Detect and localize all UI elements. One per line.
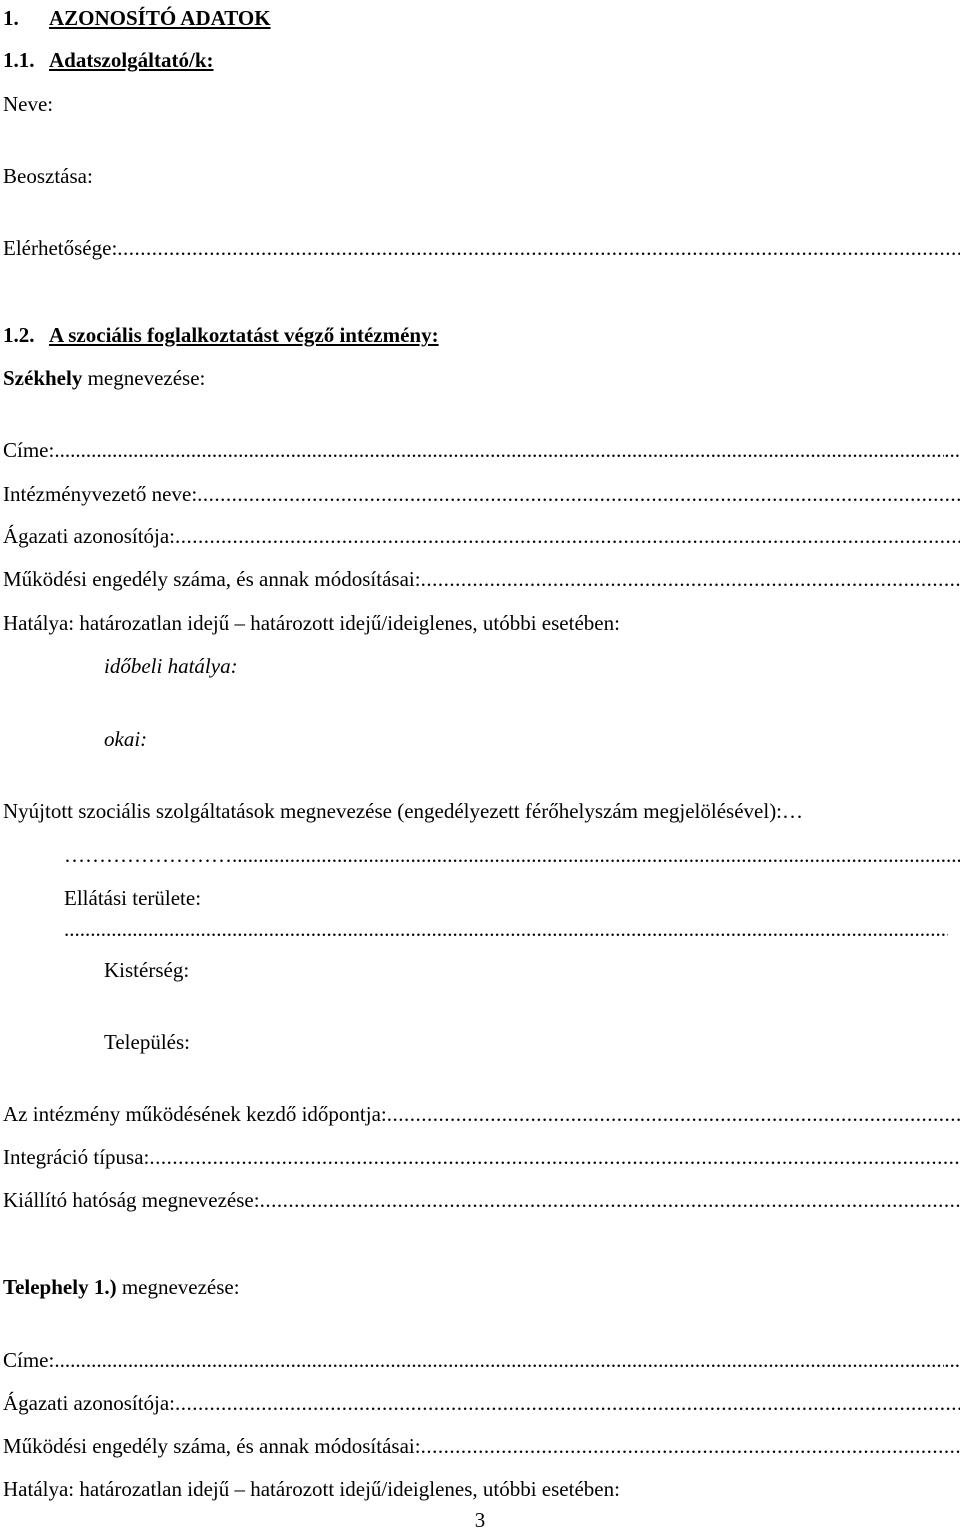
seat-services-fill[interactable] xyxy=(232,841,960,869)
seat-settlement-label: Település: xyxy=(104,1030,190,1054)
seat-settlement-row xyxy=(104,1028,960,1056)
seat-address-fill[interactable] xyxy=(54,436,944,464)
seat-license-fill[interactable] xyxy=(421,565,960,593)
site1-license-fill[interactable] xyxy=(421,1432,960,1460)
site1-heading-bold: Telephely 1.) xyxy=(3,1275,117,1299)
seat-reasons-row xyxy=(104,725,960,753)
site1-heading-rest: megnevezése: xyxy=(116,1275,240,1299)
seat-license-row[interactable] xyxy=(3,565,960,593)
seat-authority-row[interactable] xyxy=(3,1186,960,1214)
site1-address-label: Címe: xyxy=(3,1348,55,1372)
provider-contact-label: Elérhetősége: xyxy=(3,236,118,260)
seat-manager-row[interactable] xyxy=(3,480,960,508)
site1-heading xyxy=(3,1273,960,1301)
page-number: 3 xyxy=(474,1508,486,1532)
section-1-1-number: 1.1. xyxy=(3,48,35,72)
seat-validity-label: Hatálya: határozatlan idejű – határozott idejű/ideiglenes, utóbbi esetében: xyxy=(3,611,620,635)
seat-authority-label: Kiállító hatóság megnevezése: xyxy=(3,1188,260,1212)
provider-contact-row[interactable] xyxy=(3,234,960,262)
seat-services-row xyxy=(3,797,960,825)
seat-address-label: Címe: xyxy=(3,438,55,462)
seat-integration-label: Integráció típusa: xyxy=(3,1145,150,1169)
site1-license-row[interactable] xyxy=(3,1432,960,1460)
section-1-1-title: Adatszolgáltató/k: xyxy=(49,48,214,72)
section-1-2-number: 1.2. xyxy=(3,323,35,347)
seat-time-validity-label: időbeli hatálya: xyxy=(104,654,238,678)
seat-start-date-label: Az intézmény működésének kezdő időpontja: xyxy=(3,1102,387,1126)
seat-subregion-label: Kistérség: xyxy=(104,958,190,982)
seat-services-label: Nyújtott szociális szolgáltatások megnevezése (engedélyezett férőhelyszám megjelölésével):… xyxy=(3,799,804,823)
seat-manager-fill[interactable] xyxy=(197,480,960,508)
seat-authority-fill[interactable] xyxy=(260,1186,960,1214)
site1-address-fill[interactable] xyxy=(54,1346,944,1374)
section-1-title: AZONOSÍTÓ ADATOK xyxy=(49,6,271,30)
seat-area-fill[interactable] xyxy=(64,917,948,941)
section-1-2-title: A szociális foglalkoztatást végző intézmény: xyxy=(49,323,439,347)
provider-name-label: Neve: xyxy=(3,92,54,116)
provider-position-row xyxy=(3,162,960,190)
provider-position-label: Beosztása: xyxy=(3,164,93,188)
site1-address-row[interactable] xyxy=(3,1346,960,1374)
seat-sector-id-fill[interactable] xyxy=(175,522,960,550)
site1-address-tail: ... xyxy=(944,1348,960,1372)
seat-integration-row[interactable] xyxy=(3,1143,960,1171)
section-1-heading xyxy=(3,4,271,32)
seat-integration-fill[interactable] xyxy=(149,1143,960,1171)
seat-address-tail: ... xyxy=(944,438,960,462)
seat-license-label: Működési engedély száma, és annak módosításai: xyxy=(3,567,421,591)
seat-area-label: Ellátási területe: xyxy=(64,886,202,910)
seat-area-fill-line[interactable] xyxy=(64,915,948,943)
site1-license-label: Működési engedély száma, és annak módosításai: xyxy=(3,1434,421,1458)
seat-heading-bold: Székhely xyxy=(3,366,83,390)
section-1-number: 1. xyxy=(3,6,19,30)
seat-sector-id-row[interactable] xyxy=(3,522,960,550)
provider-contact-fill[interactable] xyxy=(117,234,960,262)
site1-validity-row xyxy=(3,1475,960,1503)
seat-manager-label: Intézményvezető neve: xyxy=(3,482,198,506)
section-1-1-heading xyxy=(3,46,214,74)
section-1-2-heading xyxy=(3,321,439,349)
site1-validity-label: Hatálya: határozatlan idejű – határozott idejű/ideiglenes, utóbbi esetében: xyxy=(3,1477,620,1501)
seat-heading xyxy=(3,364,960,392)
seat-reasons-label: okai: xyxy=(104,727,148,751)
seat-heading-rest: megnevezése: xyxy=(82,366,206,390)
site1-sector-id-fill[interactable] xyxy=(175,1389,960,1417)
site1-sector-id-row[interactable] xyxy=(3,1389,960,1417)
seat-sector-id-label: Ágazati azonosítója: xyxy=(3,524,176,548)
seat-services-cont-prefix: …………………… xyxy=(64,843,232,867)
seat-services-continuation[interactable] xyxy=(64,841,960,869)
seat-subregion-row xyxy=(104,956,960,984)
seat-start-date-fill[interactable] xyxy=(387,1100,960,1128)
seat-address-row[interactable] xyxy=(3,436,960,464)
seat-time-validity-row xyxy=(104,652,960,680)
site1-sector-id-label: Ágazati azonosítója: xyxy=(3,1391,176,1415)
provider-name-row xyxy=(3,90,960,118)
seat-start-date-row[interactable] xyxy=(3,1100,960,1128)
seat-area-row xyxy=(64,884,960,912)
seat-validity-row xyxy=(3,609,960,637)
